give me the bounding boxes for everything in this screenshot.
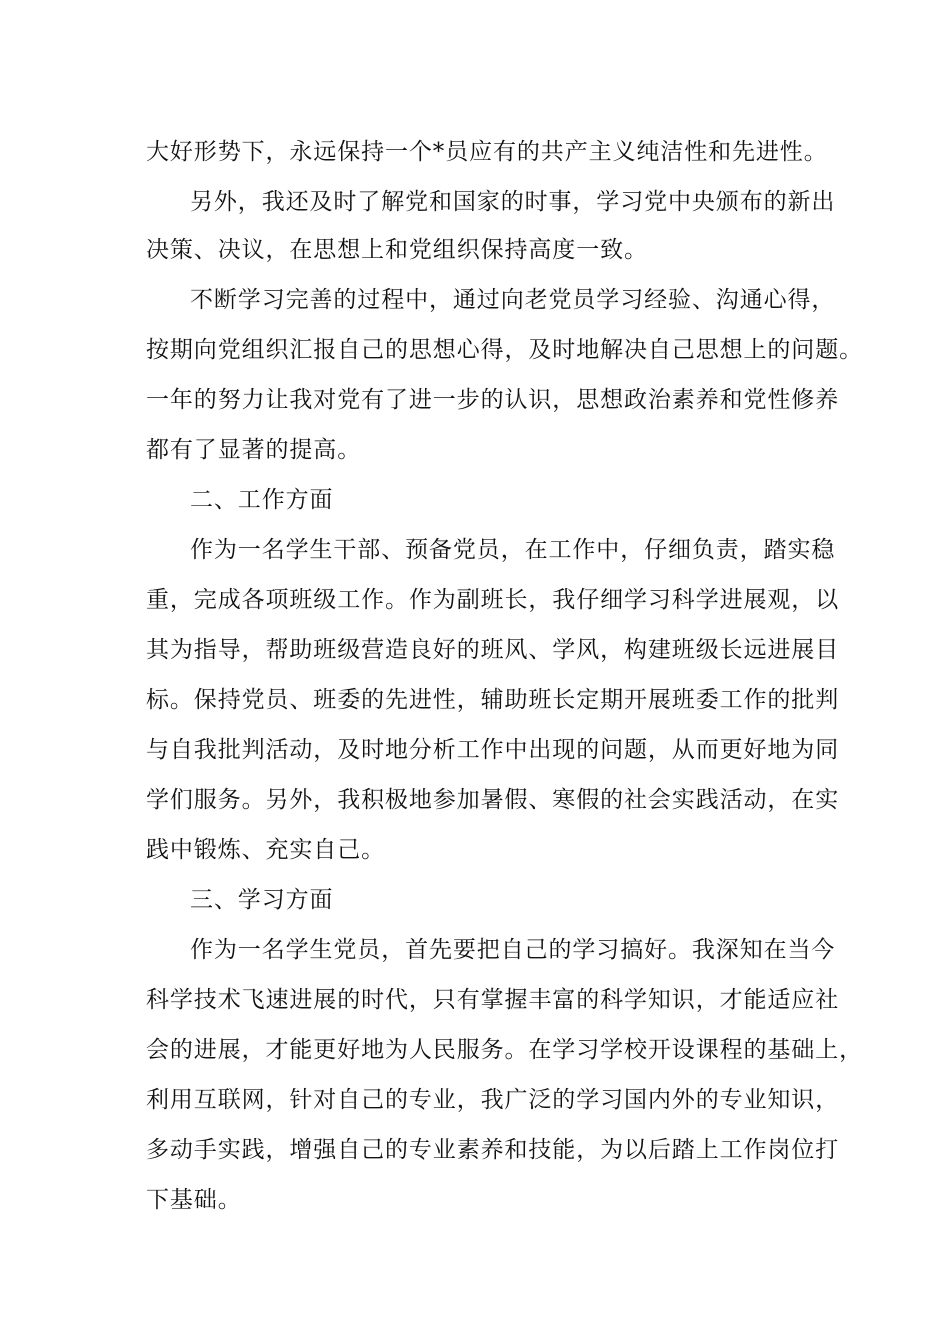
text-line: 作为一名学生党员，首先要把自己的学习搞好。我深知在当今 [190,937,836,963]
text-line: 作为一名学生干部、预备党员，在工作中，仔细负责，踏实稳 [190,537,836,563]
text-line: 践中锻炼、充实自己。 [146,837,385,863]
text-line: 与自我批判活动，及时地分析工作中出现的问题，从而更好地为同 [146,737,840,763]
text-line: 不断学习完善的过程中，通过向老党员学习经验、沟通心得， [190,287,836,313]
text-line: 决策、决议，在思想上和党组织保持高度一致。 [146,237,648,263]
text-line: 学们服务。另外，我积极地参加暑假、寒假的社会实践活动，在实 [146,787,840,813]
text-line: 按期向党组织汇报自己的思想心得，及时地解决自己思想上的问题。 [146,337,863,363]
text-line: 标。保持党员、班委的先进性，辅助班长定期开展班委工作的批判 [146,687,840,713]
text-line: 下基础。 [146,1187,242,1213]
section-heading: 三、学习方面 [190,887,334,913]
text-line: 大好形势下，永远保持一个*员应有的共产主义纯洁性和先进性。 [146,139,828,165]
text-line: 科学技术飞速进展的时代，只有掌握丰富的科学知识，才能适应社 [146,987,840,1013]
text-line: 多动手实践，增强自己的专业素养和技能，为以后踏上工作岗位打 [146,1137,840,1163]
text-line: 利用互联网，针对自己的专业，我广泛的学习国内外的专业知识， [146,1087,840,1113]
text-line: 另外，我还及时了解党和国家的时事，学习党中央颁布的新出 [190,189,836,215]
text-line: 会的进展，才能更好地为人民服务。在学习学校开设课程的基础上， [146,1037,863,1063]
section-heading: 二、工作方面 [190,487,334,513]
text-line: 重，完成各项班级工作。作为副班长，我仔细学习科学进展观，以 [146,587,840,613]
text-line: 一年的努力让我对党有了进一步的认识，思想政治素养和党性修养 [146,387,840,413]
text-line: 其为指导，帮助班级营造良好的班风、学风，构建班级长远进展目 [146,637,840,663]
text-line: 都有了显著的提高。 [146,437,362,463]
